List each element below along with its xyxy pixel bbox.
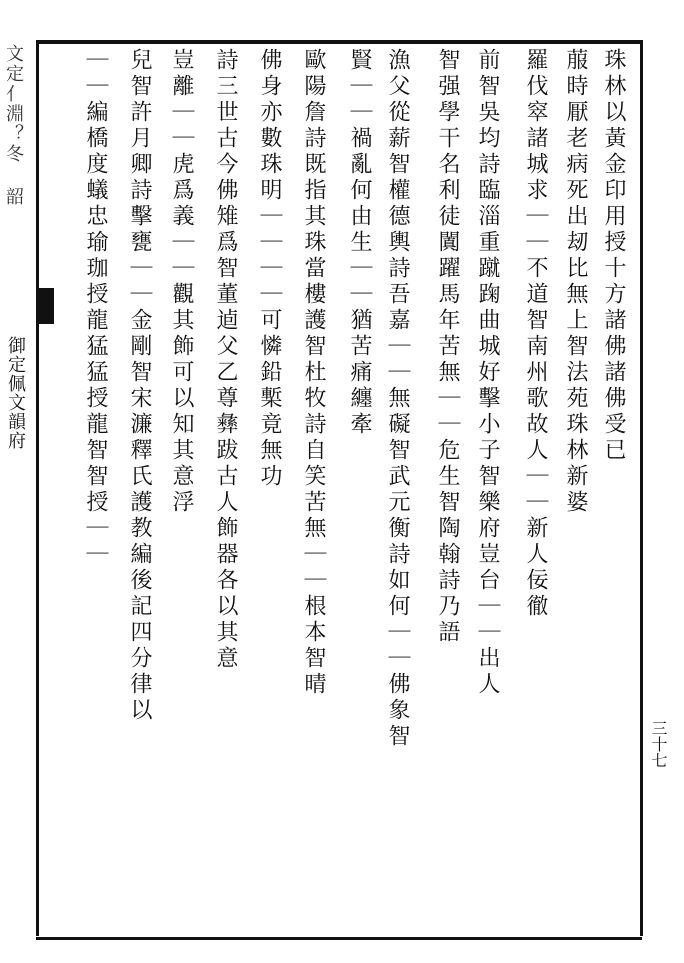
text-column: 詩三世古今佛雉爲智董逌父乙尊彝跋古人飾器各以其意 [213, 48, 238, 672]
text-column: 羅伐窣諸城求｜｜不道智南州歌故人｜｜新人佞徹 [523, 48, 548, 620]
page-number: 三十七 [649, 720, 668, 768]
text-column: 兒智許月卿詩擊甕｜｜金剛智宋濂釋氏護教編後記四分律以 [127, 48, 152, 724]
text-column: 賢｜｜禍亂何由生｜｜猶苦痛纏牽 [347, 48, 372, 438]
right-rule [640, 40, 643, 936]
text-column: ｜｜編橋度蟻忠瑜珈授龍猛猛授龍智智授｜｜ [83, 48, 108, 568]
text-column: 前智吳均詩臨淄重蹴踘曲城好擊小子智樂府豈台｜｜出人 [475, 48, 500, 698]
fishtail-mark [36, 288, 54, 324]
text-column: 珠林以黃金印用授十方諸佛諸佛受已 [601, 48, 626, 464]
left-rule [36, 40, 39, 936]
text-column: 豈離｜｜虎爲義｜｜觀其飾可以知其意浮 [169, 48, 194, 516]
text-column: 智强學干名利徒闐躍馬年苦無｜｜危生智陶翰詩乃語 [435, 48, 460, 646]
text-column: 歐陽詹詩既指其珠當樓護智杜牧詩自笑苦無｜｜根本智晴 [301, 48, 326, 698]
text-column: 佛身亦數珠明｜｜｜｜可憐鉛槧竟無功 [257, 48, 282, 490]
text-column: 漁父從薪智權德輿詩吾嘉｜｜無礙智武元衡詩如何｜｜佛象智 [385, 48, 410, 750]
book-title: 御定佩文韻府 [5, 336, 26, 450]
margin-header-text: 文定亻淵？冬 韶 [3, 44, 24, 207]
text-column: 菔時厭老病死出刼比無上智法苑珠林新婆 [563, 48, 588, 516]
